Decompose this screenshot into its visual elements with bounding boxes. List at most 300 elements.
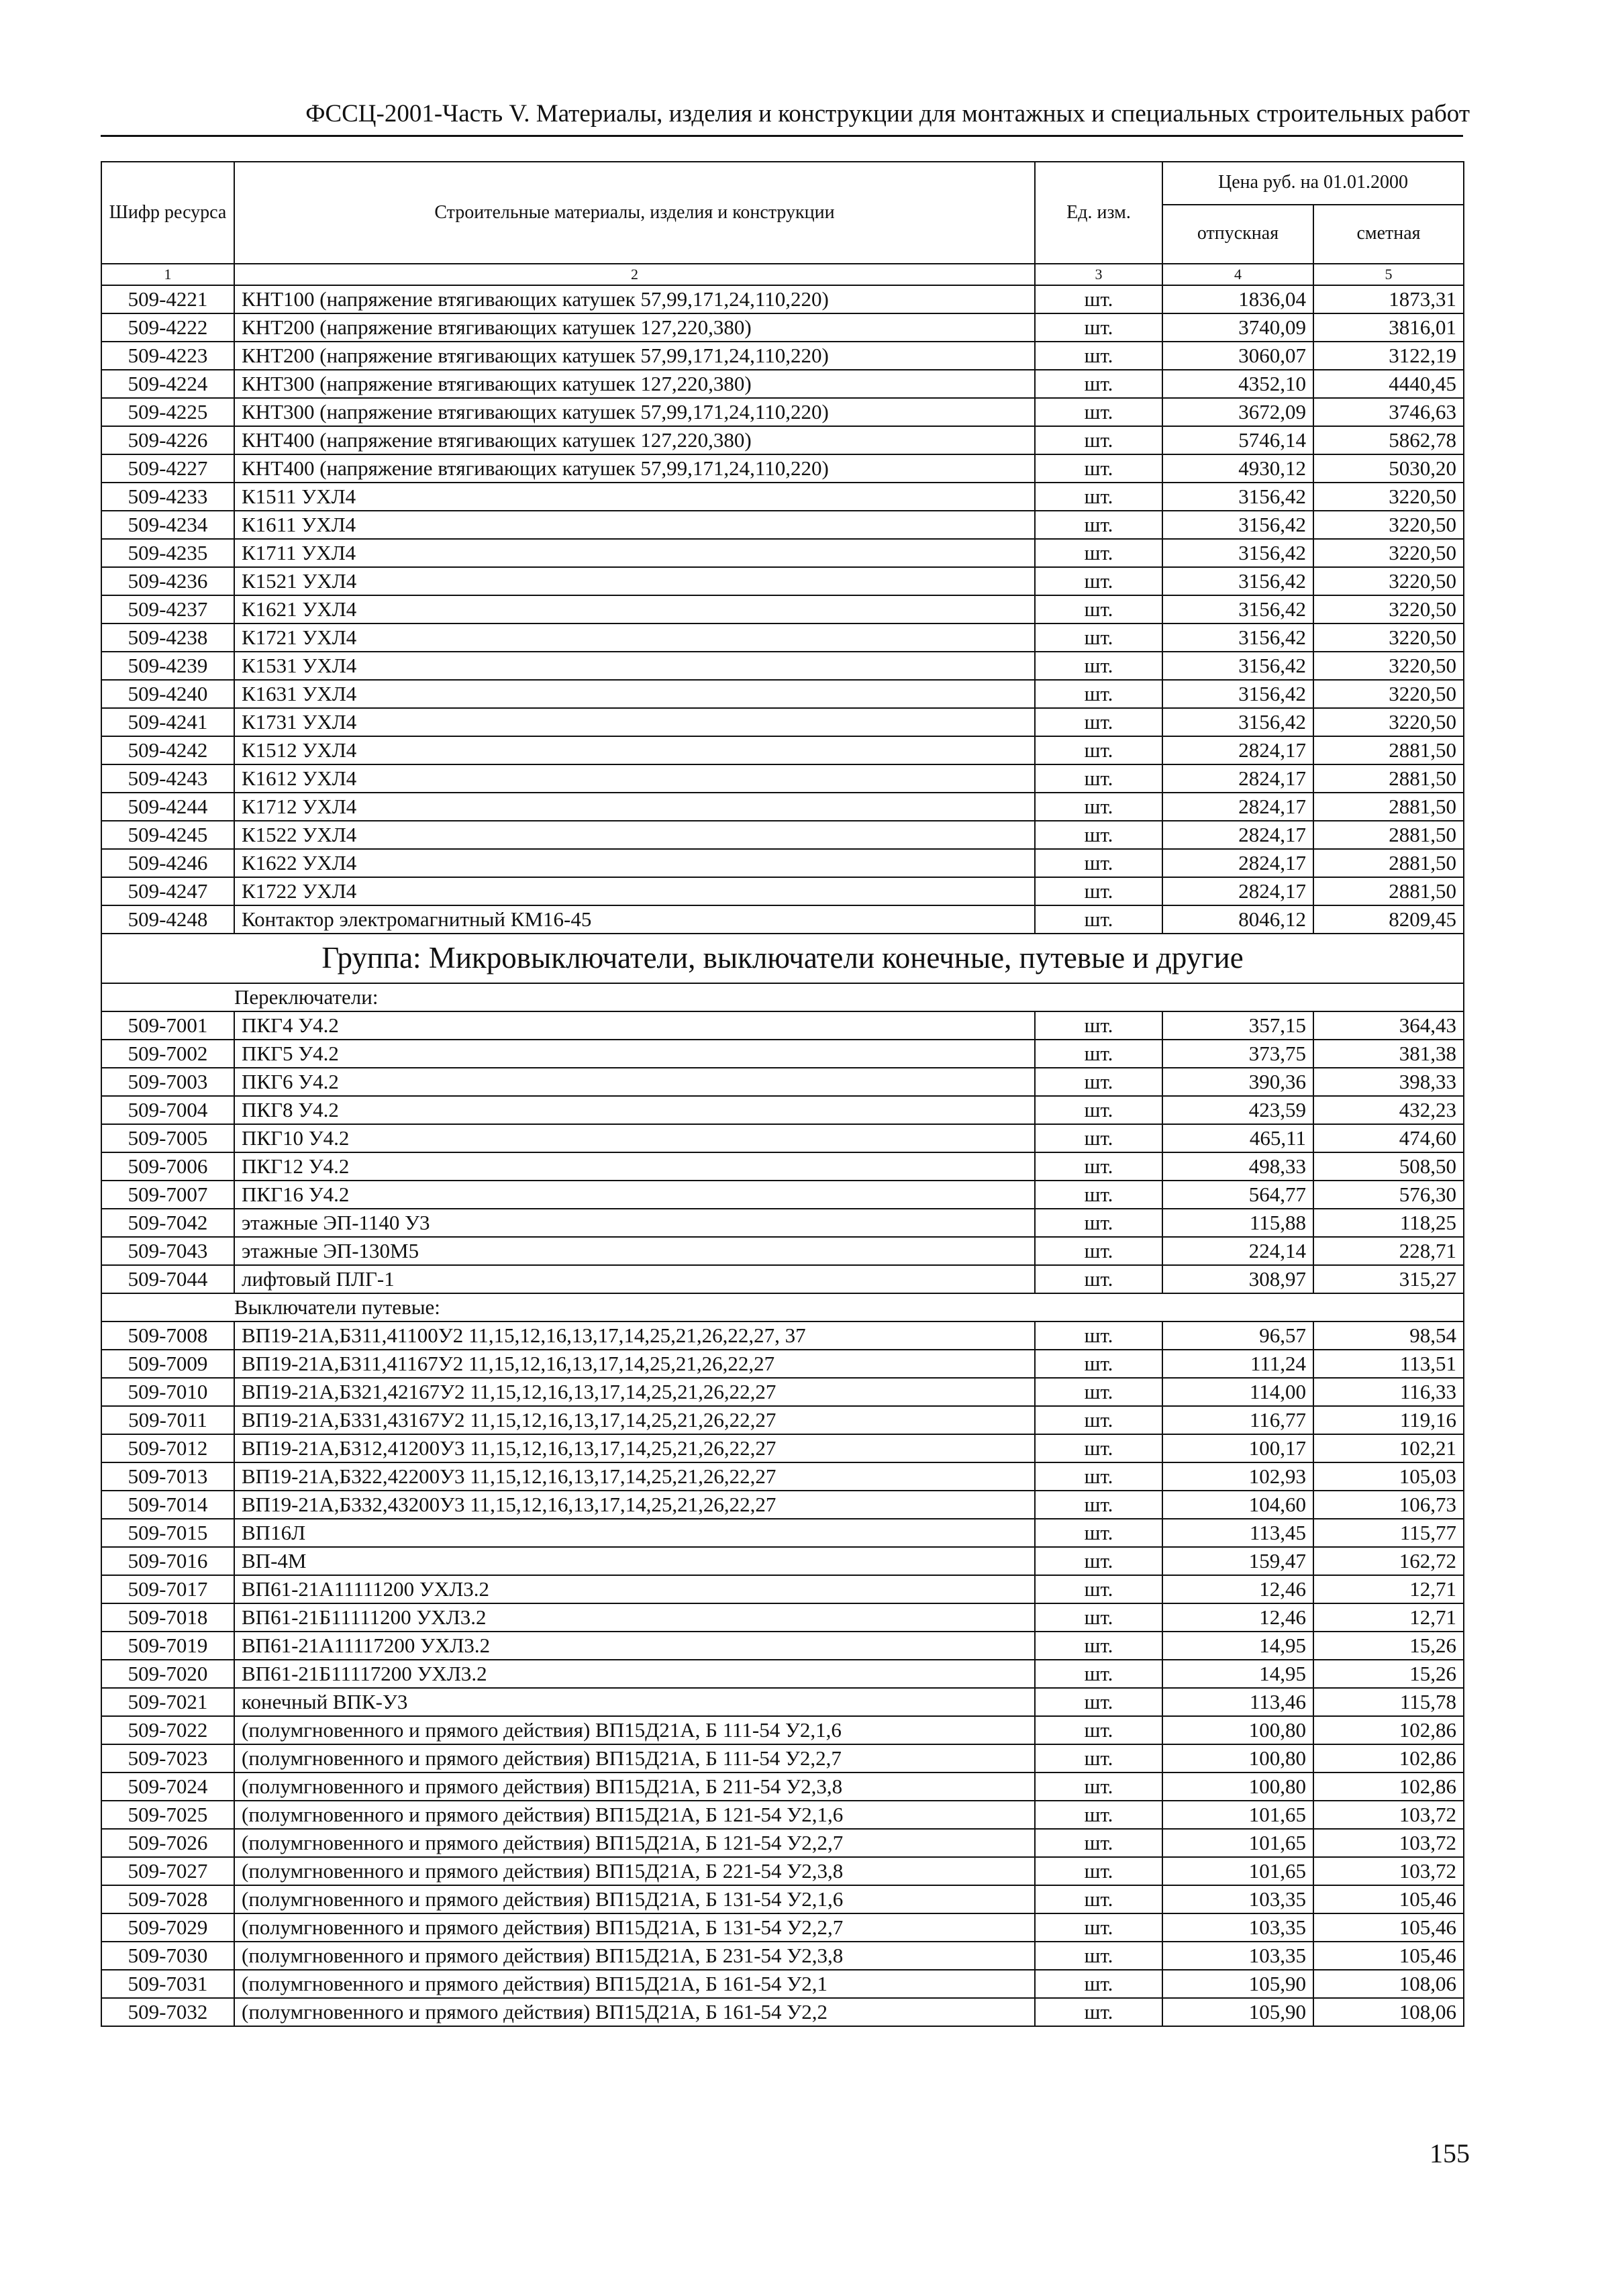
release-price: 3156,42 <box>1162 623 1313 652</box>
unit-of-measure: шт. <box>1035 652 1162 680</box>
resource-code: 509-4234 <box>101 511 234 539</box>
table-row <box>101 1942 1464 1970</box>
release-price: 3060,07 <box>1162 342 1313 370</box>
estimate-price: 315,27 <box>1313 1265 1464 1293</box>
unit-of-measure: шт. <box>1035 1575 1162 1603</box>
estimate-price: 15,26 <box>1313 1632 1464 1660</box>
estimate-price: 364,43 <box>1313 1011 1464 1040</box>
estimate-price: 2881,50 <box>1313 793 1464 821</box>
column-number: 2 <box>234 264 1035 285</box>
unit-of-measure: шт. <box>1035 680 1162 708</box>
resource-code: 509-7003 <box>101 1068 234 1096</box>
unit-of-measure: шт. <box>1035 1716 1162 1744</box>
material-name: (полумгновенного и прямого действия) ВП15Д21А, Б 121-54 У2,1,6 <box>234 1801 1035 1829</box>
release-price: 100,80 <box>1162 1773 1313 1801</box>
unit-of-measure: шт. <box>1035 1970 1162 1998</box>
release-price: 100,80 <box>1162 1716 1313 1744</box>
material-name: ПКГ6 У4.2 <box>234 1068 1035 1096</box>
unit-of-measure: шт. <box>1035 1998 1162 2026</box>
release-price: 96,57 <box>1162 1321 1313 1350</box>
unit-of-measure: шт. <box>1035 483 1162 511</box>
table-row <box>101 285 1464 313</box>
material-name: (полумгновенного и прямого действия) ВП15Д21А, Б 221-54 У2,3,8 <box>234 1857 1035 1885</box>
unit-of-measure: шт. <box>1035 1462 1162 1491</box>
estimate-price: 432,23 <box>1313 1096 1464 1124</box>
estimate-price: 115,78 <box>1313 1688 1464 1716</box>
resource-code: 509-7032 <box>101 1998 234 2026</box>
table-row <box>101 342 1464 370</box>
unit-of-measure: шт. <box>1035 370 1162 398</box>
estimate-price: 98,54 <box>1313 1321 1464 1350</box>
material-name: (полумгновенного и прямого действия) ВП15Д21А, Б 131-54 У2,2,7 <box>234 1913 1035 1942</box>
release-price: 2824,17 <box>1162 821 1313 849</box>
release-price: 103,35 <box>1162 1913 1313 1942</box>
table-row <box>101 1350 1464 1378</box>
group-section <box>101 934 1464 1011</box>
material-name: К1611 УХЛ4 <box>234 511 1035 539</box>
estimate-price: 3746,63 <box>1313 398 1464 426</box>
resource-code: 509-7031 <box>101 1970 234 1998</box>
material-name: К1622 УХЛ4 <box>234 849 1035 877</box>
release-price: 104,60 <box>1162 1491 1313 1519</box>
resource-code: 509-7011 <box>101 1406 234 1434</box>
resource-code: 509-4235 <box>101 539 234 567</box>
release-price: 4352,10 <box>1162 370 1313 398</box>
material-name: ПКГ10 У4.2 <box>234 1124 1035 1152</box>
subgroup-label-switches: Переключатели: <box>234 983 1464 1011</box>
unit-of-measure: шт. <box>1035 1040 1162 1068</box>
material-name: КНТ400 (напряжение втягивающих катушек 57,99,171,24,110,220) <box>234 454 1035 483</box>
estimate-price: 12,71 <box>1313 1575 1464 1603</box>
material-name: К1511 УХЛ4 <box>234 483 1035 511</box>
estimate-price: 103,72 <box>1313 1801 1464 1829</box>
material-name: К1721 УХЛ4 <box>234 623 1035 652</box>
release-price: 390,36 <box>1162 1068 1313 1096</box>
table-row <box>101 1716 1464 1744</box>
resource-code: 509-4243 <box>101 764 234 793</box>
release-price: 101,65 <box>1162 1857 1313 1885</box>
resource-code: 509-7007 <box>101 1181 234 1209</box>
resource-code: 509-4245 <box>101 821 234 849</box>
estimate-price: 228,71 <box>1313 1237 1464 1265</box>
table-row <box>101 1491 1464 1519</box>
material-name: ВП19-21А,Б321,42167У2 11,15,12,16,13,17,14,25,21,26,22,27 <box>234 1378 1035 1406</box>
blank-cell <box>101 983 234 1011</box>
unit-of-measure: шт. <box>1035 1378 1162 1406</box>
unit-of-measure: шт. <box>1035 1321 1162 1350</box>
material-name: ПКГ12 У4.2 <box>234 1152 1035 1181</box>
material-name: ВП19-21А,Б311,41167У2 11,15,12,16,13,17,14,25,21,26,22,27 <box>234 1350 1035 1378</box>
unit-of-measure: шт. <box>1035 1857 1162 1885</box>
estimate-price: 5030,20 <box>1313 454 1464 483</box>
unit-of-measure: шт. <box>1035 736 1162 764</box>
material-name: (полумгновенного и прямого действия) ВП15Д21А, Б 131-54 У2,1,6 <box>234 1885 1035 1913</box>
page-header-title: ФССЦ-2001-Часть V. Материалы, изделия и конструкции для монтажных и специальных строительных работ <box>305 100 1470 128</box>
table-row <box>101 539 1464 567</box>
release-price: 115,88 <box>1162 1209 1313 1237</box>
estimate-price: 381,38 <box>1313 1040 1464 1068</box>
table-row <box>101 849 1464 877</box>
release-price: 14,95 <box>1162 1660 1313 1688</box>
material-name: К1512 УХЛ4 <box>234 736 1035 764</box>
material-name: КНТ100 (напряжение втягивающих катушек 57,99,171,24,110,220) <box>234 285 1035 313</box>
resource-code: 509-7012 <box>101 1434 234 1462</box>
table-row <box>101 511 1464 539</box>
material-name: Контактор электромагнитный КМ16-45 <box>234 905 1035 934</box>
material-name: ВП61-21А11117200 УХЛ3.2 <box>234 1632 1035 1660</box>
estimate-price: 2881,50 <box>1313 821 1464 849</box>
table-row <box>101 313 1464 342</box>
unit-of-measure: шт. <box>1035 539 1162 567</box>
material-name: ВП-4М <box>234 1547 1035 1575</box>
estimate-price: 103,72 <box>1313 1857 1464 1885</box>
resource-code: 509-7010 <box>101 1378 234 1406</box>
resource-code: 509-7023 <box>101 1744 234 1773</box>
estimate-price: 102,86 <box>1313 1744 1464 1773</box>
material-name: К1731 УХЛ4 <box>234 708 1035 736</box>
release-price: 111,24 <box>1162 1350 1313 1378</box>
unit-of-measure: шт. <box>1035 1124 1162 1152</box>
column-number: 4 <box>1162 264 1313 285</box>
table-row <box>101 623 1464 652</box>
subgroup-label-track-switches: Выключатели путевые: <box>234 1293 1464 1321</box>
resource-code: 509-7015 <box>101 1519 234 1547</box>
table-row <box>101 1773 1464 1801</box>
release-price: 423,59 <box>1162 1096 1313 1124</box>
resource-code: 509-4227 <box>101 454 234 483</box>
material-name: КНТ200 (напряжение втягивающих катушек 57,99,171,24,110,220) <box>234 342 1035 370</box>
unit-of-measure: шт. <box>1035 1265 1162 1293</box>
resource-code: 509-4242 <box>101 736 234 764</box>
table-row <box>101 877 1464 905</box>
table-row <box>101 1011 1464 1040</box>
table-row <box>101 567 1464 595</box>
table-row <box>101 1237 1464 1265</box>
estimate-price: 474,60 <box>1313 1124 1464 1152</box>
release-price: 357,15 <box>1162 1011 1313 1040</box>
rows-track-switches <box>101 1321 1464 2026</box>
resource-code: 509-7008 <box>101 1321 234 1350</box>
table-row <box>101 1829 1464 1857</box>
unit-of-measure: шт. <box>1035 1350 1162 1378</box>
material-name: ВП16Л <box>234 1519 1035 1547</box>
estimate-price: 105,03 <box>1313 1462 1464 1491</box>
header-rule <box>101 135 1463 137</box>
release-price: 159,47 <box>1162 1547 1313 1575</box>
unit-of-measure: шт. <box>1035 1491 1162 1519</box>
unit-of-measure: шт. <box>1035 342 1162 370</box>
unit-of-measure: шт. <box>1035 764 1162 793</box>
release-price: 3156,42 <box>1162 567 1313 595</box>
table-row <box>101 1801 1464 1829</box>
resource-code: 509-4226 <box>101 426 234 454</box>
material-name: К1631 УХЛ4 <box>234 680 1035 708</box>
unit-of-measure: шт. <box>1035 313 1162 342</box>
header-unit: Ед. изм. <box>1035 162 1162 264</box>
material-name: ВП19-21А,Б312,41200У3 11,15,12,16,13,17,14,25,21,26,22,27 <box>234 1434 1035 1462</box>
table-row <box>101 1857 1464 1885</box>
table-row <box>101 1152 1464 1181</box>
table-row <box>101 793 1464 821</box>
table-row <box>101 1096 1464 1124</box>
resource-code: 509-7021 <box>101 1688 234 1716</box>
unit-of-measure: шт. <box>1035 1660 1162 1688</box>
estimate-price: 108,06 <box>1313 1970 1464 1998</box>
unit-of-measure: шт. <box>1035 511 1162 539</box>
resource-code: 509-7024 <box>101 1773 234 1801</box>
estimate-price: 106,73 <box>1313 1491 1464 1519</box>
table-row <box>101 1744 1464 1773</box>
table-row <box>101 905 1464 934</box>
table-row <box>101 764 1464 793</box>
material-name: К1711 УХЛ4 <box>234 539 1035 567</box>
material-name: К1522 УХЛ4 <box>234 821 1035 849</box>
material-name: К1612 УХЛ4 <box>234 764 1035 793</box>
page-number: 155 <box>1430 2138 1470 2168</box>
material-name: ВП19-21А,Б332,43200У3 11,15,12,16,13,17,14,25,21,26,22,27 <box>234 1491 1035 1519</box>
rows-contactors <box>101 285 1464 934</box>
release-price: 5746,14 <box>1162 426 1313 454</box>
material-name: (полумгновенного и прямого действия) ВП15Д21А, Б 111-54 У2,2,7 <box>234 1744 1035 1773</box>
table-row <box>101 370 1464 398</box>
estimate-price: 105,46 <box>1313 1885 1464 1913</box>
material-name: К1531 УХЛ4 <box>234 652 1035 680</box>
table-row <box>101 1603 1464 1632</box>
unit-of-measure: шт. <box>1035 1406 1162 1434</box>
estimate-price: 508,50 <box>1313 1152 1464 1181</box>
resource-code: 509-7029 <box>101 1913 234 1942</box>
resource-code: 509-4225 <box>101 398 234 426</box>
material-name: конечный ВПК-У3 <box>234 1688 1035 1716</box>
table-row <box>101 1688 1464 1716</box>
table-row <box>101 1660 1464 1688</box>
header-code: Шифр ресурса <box>101 162 234 264</box>
estimate-price: 103,72 <box>1313 1829 1464 1857</box>
resource-code: 509-7009 <box>101 1350 234 1378</box>
estimate-price: 3220,50 <box>1313 623 1464 652</box>
release-price: 465,11 <box>1162 1124 1313 1152</box>
material-name: К1722 УХЛ4 <box>234 877 1035 905</box>
table-row <box>101 1040 1464 1068</box>
material-name: (полумгновенного и прямого действия) ВП15Д21А, Б 161-54 У2,1 <box>234 1970 1035 1998</box>
table-row <box>101 1519 1464 1547</box>
release-price: 2824,17 <box>1162 793 1313 821</box>
table-row <box>101 398 1464 426</box>
unit-of-measure: шт. <box>1035 1885 1162 1913</box>
estimate-price: 113,51 <box>1313 1350 1464 1378</box>
material-name: этажные ЭП-1140 У3 <box>234 1209 1035 1237</box>
unit-of-measure: шт. <box>1035 623 1162 652</box>
unit-of-measure: шт. <box>1035 1942 1162 1970</box>
resource-code: 509-7043 <box>101 1237 234 1265</box>
estimate-price: 3220,50 <box>1313 708 1464 736</box>
release-price: 3156,42 <box>1162 539 1313 567</box>
table-row <box>101 1209 1464 1237</box>
resource-code: 509-4224 <box>101 370 234 398</box>
unit-of-measure: шт. <box>1035 1603 1162 1632</box>
table-row <box>101 680 1464 708</box>
table-row <box>101 1998 1464 2026</box>
resource-code: 509-7017 <box>101 1575 234 1603</box>
estimate-price: 105,46 <box>1313 1942 1464 1970</box>
resource-code: 509-7027 <box>101 1857 234 1885</box>
unit-of-measure: шт. <box>1035 1434 1162 1462</box>
unit-of-measure: шт. <box>1035 1068 1162 1096</box>
table-row <box>101 483 1464 511</box>
estimate-price: 3122,19 <box>1313 342 1464 370</box>
resource-code: 509-7020 <box>101 1660 234 1688</box>
material-name: ВП61-21Б11111200 УХЛ3.2 <box>234 1603 1035 1632</box>
release-price: 12,46 <box>1162 1603 1313 1632</box>
resource-code: 509-7013 <box>101 1462 234 1491</box>
material-name: (полумгновенного и прямого действия) ВП15Д21А, Б 161-54 У2,2 <box>234 1998 1035 2026</box>
release-price: 3156,42 <box>1162 680 1313 708</box>
table-row <box>101 1406 1464 1434</box>
release-price: 8046,12 <box>1162 905 1313 934</box>
release-price: 3156,42 <box>1162 595 1313 623</box>
unit-of-measure: шт. <box>1035 285 1162 313</box>
release-price: 103,35 <box>1162 1942 1313 1970</box>
material-name: (полумгновенного и прямого действия) ВП15Д21А, Б 121-54 У2,2,7 <box>234 1829 1035 1857</box>
resource-code: 509-7005 <box>101 1124 234 1152</box>
group-title: Группа: Микровыключатели, выключатели конечные, путевые и другие <box>101 934 1464 983</box>
table-row <box>101 1068 1464 1096</box>
resource-code: 509-7030 <box>101 1942 234 1970</box>
estimate-price: 102,86 <box>1313 1716 1464 1744</box>
header-estimate-price: сметная <box>1313 205 1464 264</box>
estimate-price: 15,26 <box>1313 1660 1464 1688</box>
unit-of-measure: шт. <box>1035 398 1162 426</box>
estimate-price: 102,21 <box>1313 1434 1464 1462</box>
estimate-price: 3220,50 <box>1313 595 1464 623</box>
estimate-price: 3816,01 <box>1313 313 1464 342</box>
resource-code: 509-7025 <box>101 1801 234 1829</box>
unit-of-measure: шт. <box>1035 1096 1162 1124</box>
resource-code: 509-4247 <box>101 877 234 905</box>
release-price: 3156,42 <box>1162 652 1313 680</box>
release-price: 308,97 <box>1162 1265 1313 1293</box>
material-name: ВП19-21А,Б331,43167У2 11,15,12,16,13,17,14,25,21,26,22,27 <box>234 1406 1035 1434</box>
resource-code: 509-7016 <box>101 1547 234 1575</box>
unit-of-measure: шт. <box>1035 1547 1162 1575</box>
estimate-price: 576,30 <box>1313 1181 1464 1209</box>
unit-of-measure: шт. <box>1035 1632 1162 1660</box>
unit-of-measure: шт. <box>1035 1829 1162 1857</box>
release-price: 224,14 <box>1162 1237 1313 1265</box>
estimate-price: 1873,31 <box>1313 285 1464 313</box>
material-name: ПКГ4 У4.2 <box>234 1011 1035 1040</box>
resource-code: 509-7014 <box>101 1491 234 1519</box>
unit-of-measure: шт. <box>1035 1744 1162 1773</box>
unit-of-measure: шт. <box>1035 426 1162 454</box>
resource-code: 509-7006 <box>101 1152 234 1181</box>
material-name: КНТ400 (напряжение втягивающих катушек 127,220,380) <box>234 426 1035 454</box>
table-row <box>101 652 1464 680</box>
estimate-price: 2881,50 <box>1313 877 1464 905</box>
subgroup-section <box>101 1293 1464 1321</box>
material-name: (полумгновенного и прямого действия) ВП15Д21А, Б 231-54 У2,3,8 <box>234 1942 1035 1970</box>
resource-code: 509-7044 <box>101 1265 234 1293</box>
unit-of-measure: шт. <box>1035 708 1162 736</box>
estimate-price: 119,16 <box>1313 1406 1464 1434</box>
table-row <box>101 1547 1464 1575</box>
release-price: 3740,09 <box>1162 313 1313 342</box>
table-row <box>101 1265 1464 1293</box>
release-price: 113,46 <box>1162 1688 1313 1716</box>
release-price: 498,33 <box>1162 1152 1313 1181</box>
material-name: ПКГ8 У4.2 <box>234 1096 1035 1124</box>
resource-code: 509-4238 <box>101 623 234 652</box>
unit-of-measure: шт. <box>1035 793 1162 821</box>
estimate-price: 102,86 <box>1313 1773 1464 1801</box>
table-row <box>101 1970 1464 1998</box>
release-price: 100,17 <box>1162 1434 1313 1462</box>
resource-code: 509-4241 <box>101 708 234 736</box>
unit-of-measure: шт. <box>1035 821 1162 849</box>
resource-code: 509-7028 <box>101 1885 234 1913</box>
release-price: 101,65 <box>1162 1829 1313 1857</box>
resource-code: 509-4240 <box>101 680 234 708</box>
estimate-price: 12,71 <box>1313 1603 1464 1632</box>
price-table <box>101 161 1464 2027</box>
estimate-price: 2881,50 <box>1313 764 1464 793</box>
unit-of-measure: шт. <box>1035 1913 1162 1942</box>
release-price: 2824,17 <box>1162 764 1313 793</box>
estimate-price: 118,25 <box>1313 1209 1464 1237</box>
release-price: 1836,04 <box>1162 285 1313 313</box>
release-price: 2824,17 <box>1162 849 1313 877</box>
column-number: 1 <box>101 264 234 285</box>
estimate-price: 5862,78 <box>1313 426 1464 454</box>
table-row <box>101 1321 1464 1350</box>
table-row <box>101 1434 1464 1462</box>
resource-code: 509-7042 <box>101 1209 234 1237</box>
resource-code: 509-4239 <box>101 652 234 680</box>
table-row <box>101 1181 1464 1209</box>
release-price: 3156,42 <box>1162 511 1313 539</box>
material-name: ПКГ5 У4.2 <box>234 1040 1035 1068</box>
release-price: 105,90 <box>1162 1998 1313 2026</box>
header-price: Цена руб. на 01.01.2000 <box>1162 162 1464 205</box>
unit-of-measure: шт. <box>1035 1237 1162 1265</box>
header-release-price: отпускная <box>1162 205 1313 264</box>
resource-code: 509-4221 <box>101 285 234 313</box>
estimate-price: 4440,45 <box>1313 370 1464 398</box>
rows-switches <box>101 1011 1464 1293</box>
resource-code: 509-7002 <box>101 1040 234 1068</box>
table-row <box>101 1378 1464 1406</box>
release-price: 373,75 <box>1162 1040 1313 1068</box>
estimate-price: 108,06 <box>1313 1998 1464 2026</box>
table-row <box>101 708 1464 736</box>
unit-of-measure: шт. <box>1035 1011 1162 1040</box>
material-name: этажные ЭП-130М5 <box>234 1237 1035 1265</box>
material-name: КНТ200 (напряжение втягивающих катушек 127,220,380) <box>234 313 1035 342</box>
resource-code: 509-4246 <box>101 849 234 877</box>
release-price: 102,93 <box>1162 1462 1313 1491</box>
estimate-price: 3220,50 <box>1313 680 1464 708</box>
release-price: 564,77 <box>1162 1181 1313 1209</box>
release-price: 2824,17 <box>1162 877 1313 905</box>
release-price: 116,77 <box>1162 1406 1313 1434</box>
release-price: 4930,12 <box>1162 454 1313 483</box>
table-row <box>101 426 1464 454</box>
table-row <box>101 595 1464 623</box>
unit-of-measure: шт. <box>1035 454 1162 483</box>
estimate-price: 115,77 <box>1313 1519 1464 1547</box>
resource-code: 509-7001 <box>101 1011 234 1040</box>
estimate-price: 3220,50 <box>1313 511 1464 539</box>
